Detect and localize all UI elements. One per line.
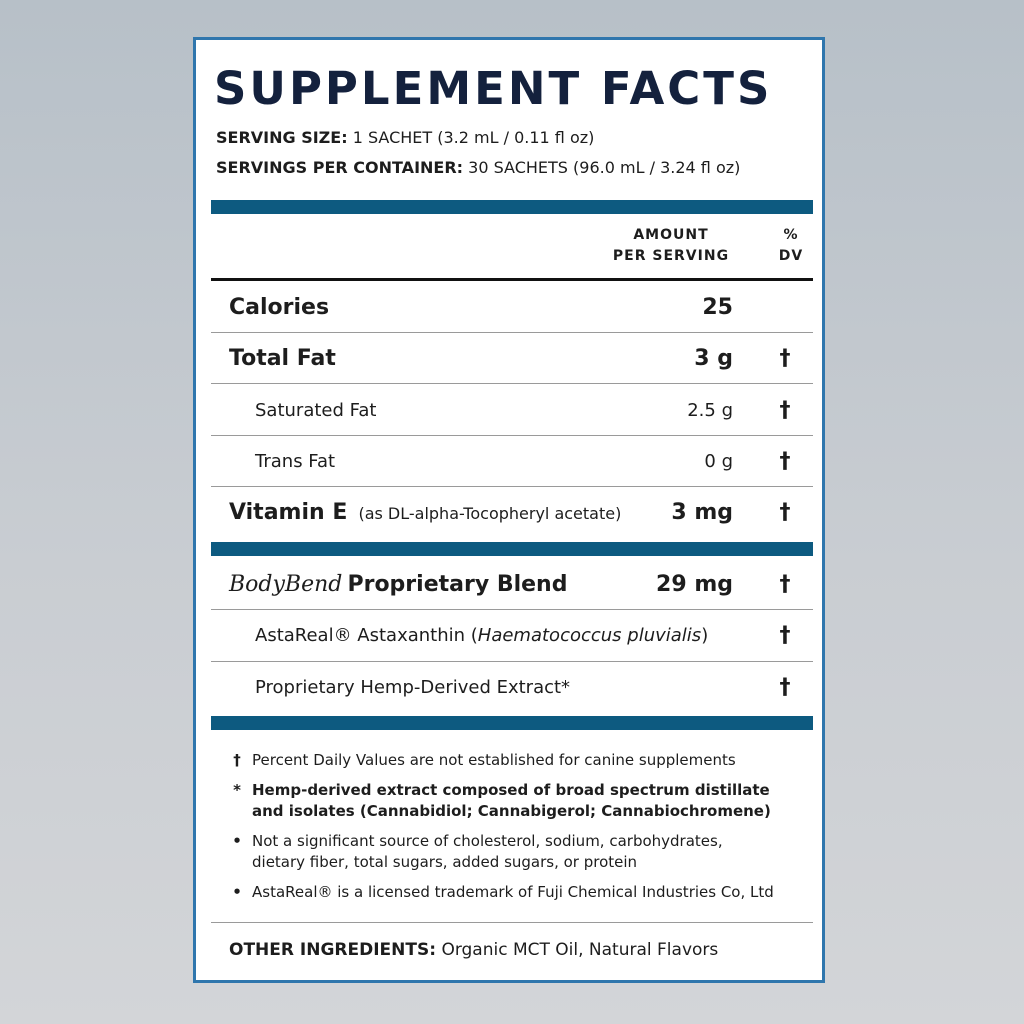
bullet-icon: • — [232, 883, 242, 901]
servings-per-container — [216, 158, 740, 177]
row-divider — [211, 486, 813, 487]
ingredient-dv: † — [779, 675, 791, 700]
blend-name-group — [229, 560, 567, 611]
blend-row — [211, 560, 813, 610]
servings-per-container-label: SERVINGS PER CONTAINER: — [216, 158, 464, 177]
amount-per-serving-header — [601, 225, 741, 267]
amount-header-line2: PER SERVING — [612, 248, 730, 264]
ingredient-name-group — [255, 611, 708, 661]
nutrient-name-group — [229, 488, 621, 539]
nutrient-qualifier: (as DL-alpha-Tocopheryl acetate) — [358, 504, 622, 523]
footnote-text: Hemp-derived extract composed of broad spectrum distillate — [252, 781, 770, 799]
other-ingredients-divider — [211, 922, 813, 923]
serving-size-label: SERVING SIZE: — [216, 128, 348, 147]
section-divider-bar — [211, 200, 813, 214]
nutrient-amount: 3 mg — [671, 500, 733, 525]
nutrient-dv: † — [779, 346, 791, 371]
blend-ingredient-row — [211, 611, 813, 661]
ingredient-name: AstaReal® Astaxanthin ( — [255, 625, 478, 646]
section-divider-bar — [211, 716, 813, 730]
nutrient-name: Trans Fat — [255, 451, 336, 472]
blend-dv: † — [779, 572, 791, 597]
nutrient-amount: 25 — [702, 295, 733, 320]
nutrient-name: Saturated Fat — [255, 400, 377, 421]
nutrient-row-total-fat — [211, 334, 813, 384]
footnote-symbol: † — [233, 751, 241, 769]
nutrient-row-saturated-fat — [211, 386, 813, 436]
ingredient-close: ) — [701, 625, 709, 646]
ingredient-species: Haematococcus pluvialis — [477, 625, 702, 646]
blend-amount: 29 mg — [656, 572, 733, 597]
other-ingredients — [229, 940, 718, 960]
footnote-symbol: * — [233, 781, 241, 799]
page-title: SUPPLEMENT FACTS — [214, 62, 773, 115]
dv-header — [766, 225, 816, 267]
nutrient-row-trans-fat — [211, 437, 813, 487]
blend-brand: BodyBend — [229, 572, 343, 597]
section-divider-bar — [211, 542, 813, 556]
footnote-text: and isolates (Cannabidiol; Cannabigerol; Cannabiochromene) — [252, 802, 771, 820]
bullet-icon: • — [232, 832, 242, 850]
ingredient-dv: † — [779, 623, 791, 648]
serving-size — [216, 128, 594, 147]
serving-size-value: 1 SACHET (3.2 mL / 0.11 fl oz) — [352, 128, 595, 147]
ingredient-name: Proprietary Hemp-Derived Extract* — [255, 677, 571, 698]
nutrient-amount: 2.5 g — [687, 400, 733, 421]
other-ingredients-value: Organic MCT Oil, Natural Flavors — [441, 940, 719, 960]
blend-ingredient-row — [211, 663, 813, 713]
nutrient-name: Calories — [229, 295, 330, 320]
servings-per-container-value: 30 SACHETS (96.0 mL / 3.24 fl oz) — [468, 158, 741, 177]
blend-name: Proprietary Blend — [347, 572, 568, 597]
row-divider — [211, 435, 813, 436]
dv-header-line2: DV — [778, 248, 804, 264]
row-divider — [211, 383, 813, 384]
nutrient-name: Total Fat — [229, 346, 336, 371]
footnote-text: dietary fiber, total sugars, added sugars, or protein — [252, 853, 638, 871]
header-thick-rule — [211, 278, 813, 281]
footnote-text: Percent Daily Values are not established for canine supplements — [252, 751, 736, 769]
row-divider — [211, 332, 813, 333]
nutrient-row-vitamin-e — [211, 488, 813, 538]
footnote-text: Not a significant source of cholesterol, sodium, carbohydrates, — [252, 832, 723, 850]
nutrient-dv: † — [779, 500, 791, 525]
amount-header-line1: AMOUNT — [633, 227, 709, 243]
nutrient-amount: 3 g — [694, 346, 733, 371]
nutrient-name: Vitamin E — [229, 500, 348, 525]
row-divider — [211, 609, 813, 610]
other-ingredients-label: OTHER INGREDIENTS: — [229, 940, 437, 960]
nutrient-dv: † — [779, 398, 791, 423]
row-divider — [211, 661, 813, 662]
supplement-facts-panel — [193, 37, 825, 983]
dv-header-line1: % — [783, 227, 799, 243]
footnote-text: AstaReal® is a licensed trademark of Fuji Chemical Industries Co, Ltd — [252, 883, 774, 901]
nutrient-amount: 0 g — [704, 451, 733, 472]
nutrient-dv: † — [779, 449, 791, 474]
nutrient-row-calories — [211, 283, 813, 333]
